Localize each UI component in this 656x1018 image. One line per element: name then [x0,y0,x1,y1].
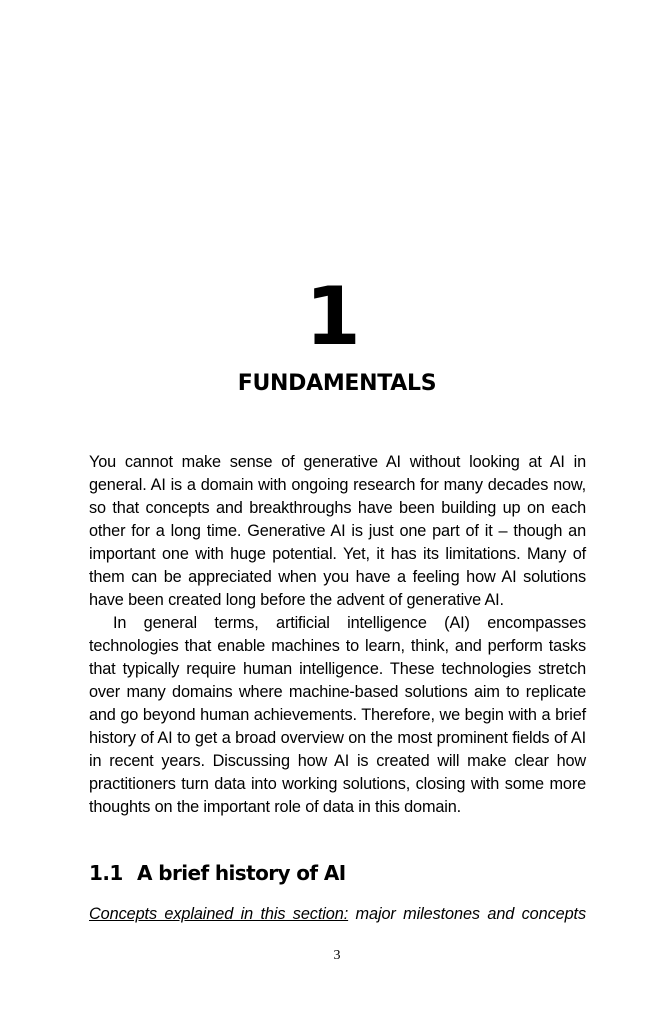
paragraph-intro: You cannot make sense of generative AI without looking at AI in general. AI is a domain with ongoing research for many decades now, so that concepts and breakthroughs have been building up on each other for a long time. Generative AI is just one part of it – though an important one with huge potential. Yet, it has its limitations. Many of them can be appreciated when you have a feeling how AI solutions have been created long before the advent of generative AI. [89,453,586,609]
page-number: 3 [333,948,341,963]
chapter-intro-text [89,451,586,819]
section-title: A brief history of AI [137,861,346,885]
chapter-title: FUNDAMENTALS [237,371,437,396]
concepts-label: Concepts explained in this section: [89,905,349,923]
paragraph-definition: In general terms, artificial intelligence (AI) encompasses technologies that enable machines to learn, think, and perform tasks that typically require human intelligence. These technologies stretch over many domains where machine-based solutions aim to replicate and go beyond human achievements. Therefore, we begin with a brief history of AI to get a broad overview on the most prominent fields of AI in recent years. Discussing how AI is created will make clear how practitioners turn data into working solutions, closing with some more thoughts on the important role of data in this domain. [89,614,586,816]
section-heading [89,858,346,888]
concepts-text: major milestones and concepts [348,905,586,923]
chapter-number: 1 [305,270,359,363]
section-number: 1.1 [89,861,123,885]
concepts-summary [89,903,586,926]
